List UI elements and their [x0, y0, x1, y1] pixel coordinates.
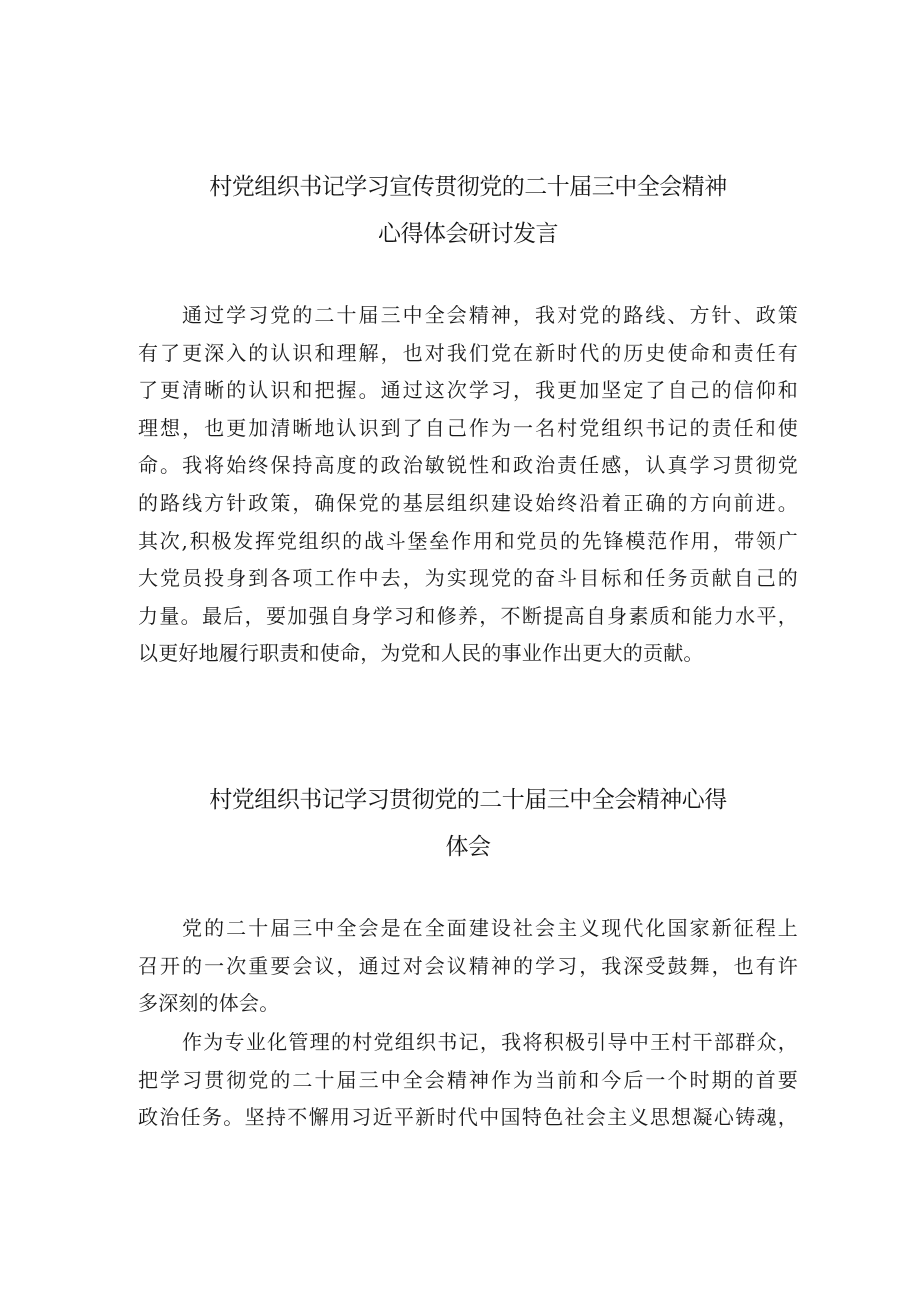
paragraph-line: 政治任务。坚持不懈用习近平新时代中国特色社会主义思想凝心铸魂， [138, 1105, 798, 1130]
paragraph-line: 其次,积极发挥党组织的战斗堡垒作用和党员的先锋模范作用，带领广 [138, 528, 798, 553]
section1-title-line: 村党组织书记学习宣传贯彻党的二十届三中全会精神 [209, 174, 727, 200]
paragraph-line: 力量。最后，要加强自身学习和修养，不断提高自身素质和能力水平， [138, 603, 798, 628]
section1-paragraph [138, 297, 798, 673]
section2-paragraph-1 [138, 910, 798, 1023]
paragraph-line: 作为专业化管理的村党组织书记，我将积极引导中王村干部群众， [182, 1030, 798, 1054]
section2-title-line: 体会 [445, 834, 491, 860]
section1-title [138, 164, 798, 258]
section2-title [138, 777, 798, 871]
section1-title-line: 心得体会研讨发言 [378, 221, 558, 247]
paragraph-line: 党的二十届三中全会是在全面建设社会主义现代化国家新征程上 [182, 916, 798, 940]
section2-title-line: 村党组织书记学习贯彻党的二十届三中全会精神心得 [209, 787, 727, 813]
paragraph-line: 命。我将始终保持高度的政治敏锐性和政治责任感，认真学习贯彻党 [138, 453, 798, 478]
paragraph-line: 以更好地履行职责和使命，为党和人民的事业作出更大的贡献。 [138, 641, 704, 666]
paragraph-line: 了更清晰的认识和把握。通过这次学习，我更加坚定了自己的信仰和 [138, 378, 798, 403]
paragraph-line: 多深刻的体会。 [138, 991, 280, 1016]
paragraph-line: 召开的一次重要会议，通过对会议精神的学习，我深受鼓舞，也有许 [138, 953, 798, 978]
paragraph-line: 的路线方针政策，确保党的基层组织建设始终沿着正确的方向前进。 [138, 490, 798, 515]
paragraph-line: 通过学习党的二十届三中全会精神，我对党的路线、方针、政策 [182, 303, 798, 327]
paragraph-line: 把学习贯彻党的二十届三中全会精神作为当前和今后一个时期的首要 [138, 1067, 798, 1092]
paragraph-line: 大党员投身到各项工作中去，为实现党的奋斗目标和任务贡献自己的 [138, 566, 798, 591]
section2-paragraph-2 [138, 1024, 798, 1137]
paragraph-line: 理想，也更加清晰地认识到了自己作为一名村党组织书记的责任和使 [138, 415, 798, 440]
paragraph-line: 有了更深入的认识和理解，也对我们党在新时代的历史使命和责任有 [138, 340, 798, 365]
